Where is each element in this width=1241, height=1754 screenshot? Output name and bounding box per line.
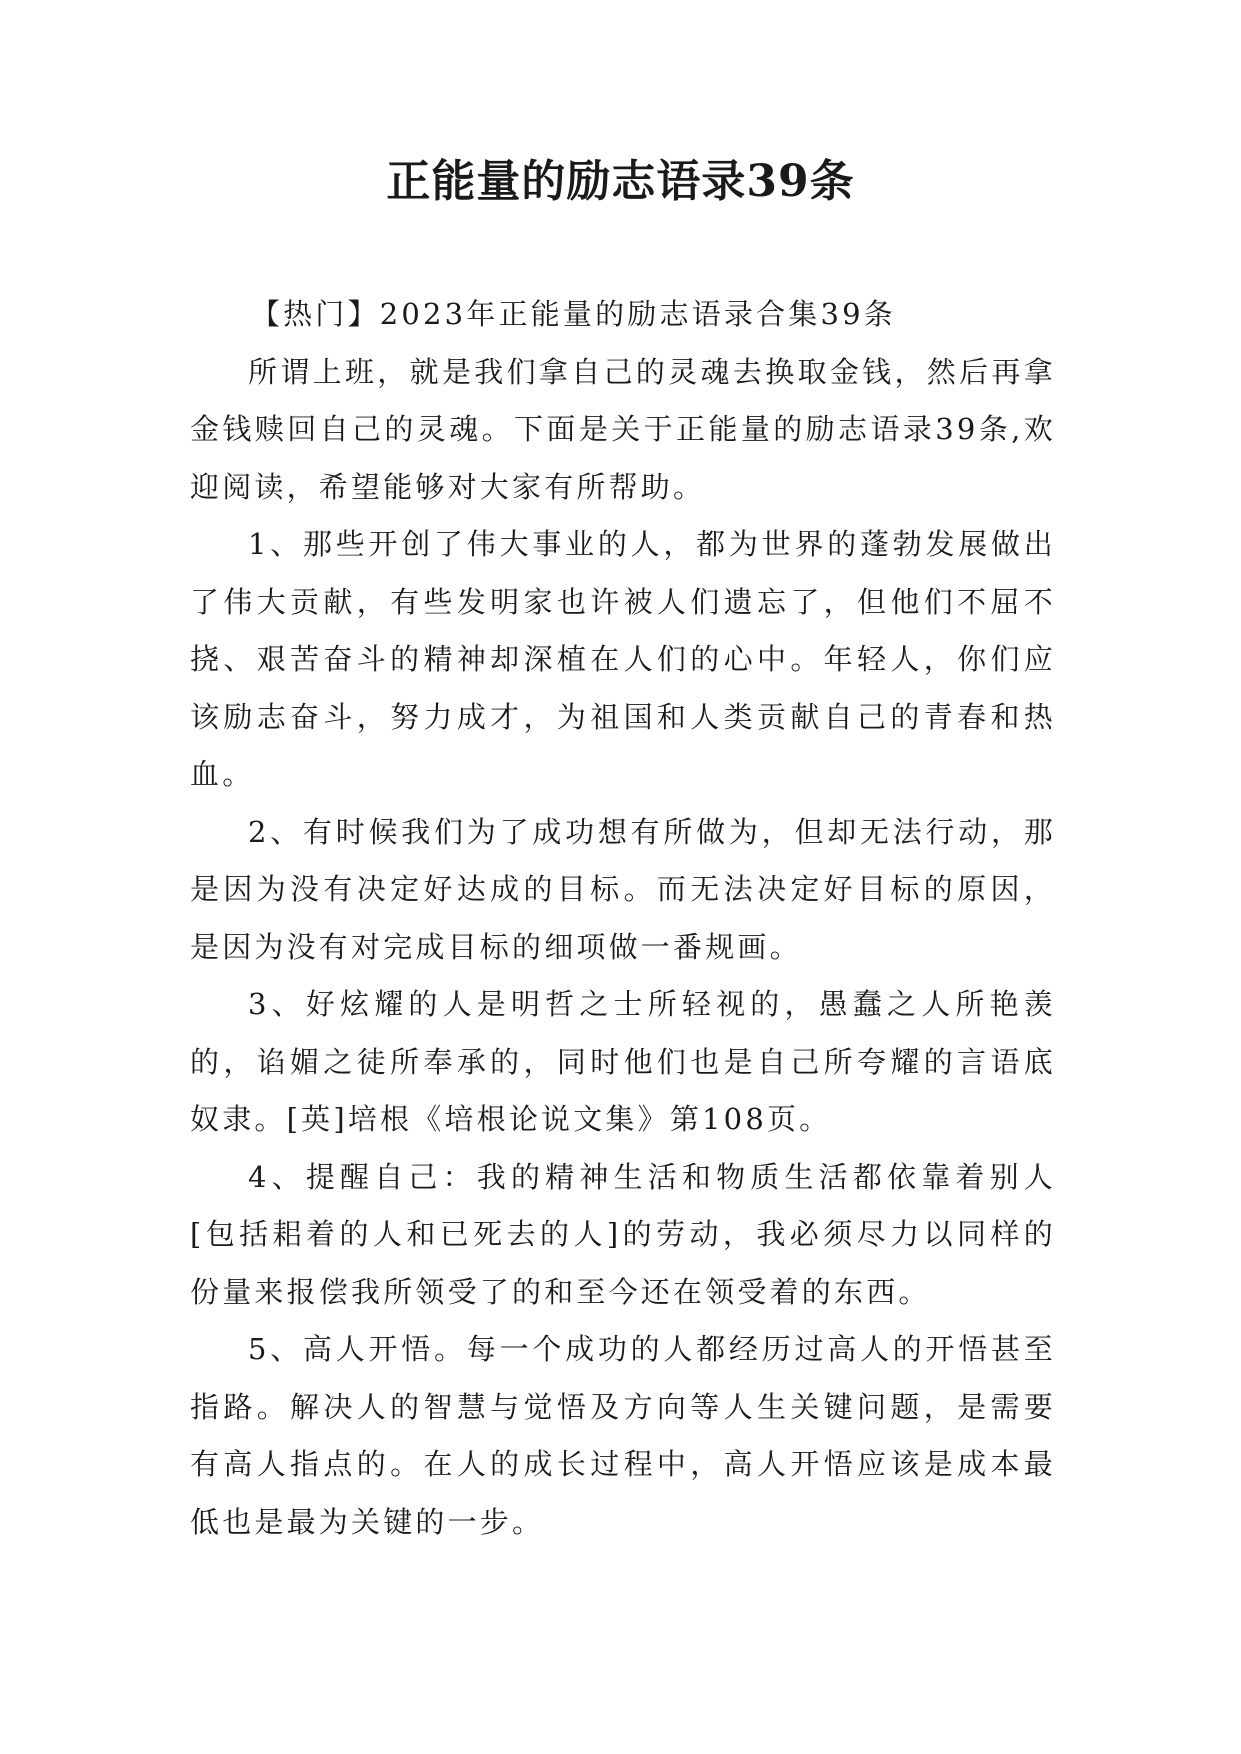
- quote-item-1: 1、那些开创了伟大事业的人，都为世界的蓬勃发展做出了伟大贡献，有些发明家也许被人们遗忘了，但他们不屈不挠、艰苦奋斗的精神却深植在人们的心中。年轻人，你们应该励志奋斗，努力成才，为祖国和人类贡献自己的青春和热血。: [190, 527, 1056, 791]
- document-body: [190, 286, 1056, 1551]
- document-title: 正能量的励志语录39条: [386, 156, 855, 207]
- quote-item-5: 5、高人开悟。每一个成功的人都经历过高人的开悟甚至指路。解决人的智慧与觉悟及方向等人生关键问题，是需要有高人指点的。在人的成长过程中，高人开悟应该是成本最低也是最为关键的一步。: [190, 1332, 1056, 1539]
- quote-item-2: 2、有时候我们为了成功想有所做为，但却无法行动，那是因为没有决定好达成的目标。而无法决定好目标的原因，是因为没有对完成目标的细项做一番规画。: [190, 814, 1056, 964]
- quote-item-3: 3、好炫耀的人是明哲之士所轻视的，愚蠢之人所艳羡的，谄媚之徒所奉承的，同时他们也是自己所夸耀的言语底奴隶。[英]培根《培根论说文集》第108页。: [190, 987, 1056, 1136]
- quote-item-4: 4、提醒自己：我的精神生活和物质生活都依靠着别人[包括耜着的人和已死去的人]的劳动，我必须尽力以同样的份量来报偿我所领受了的和至今还在领受着的东西。: [190, 1159, 1056, 1309]
- document-subtitle: 【热门】2023年正能量的励志语录合集39条: [250, 297, 896, 331]
- intro-paragraph: 所谓上班，就是我们拿自己的灵魂去换取金钱，然后再拿金钱赎回自己的灵魂。下面是关于正能量的励志语录39条,欢迎阅读，希望能够对大家有所帮助。: [190, 354, 1056, 504]
